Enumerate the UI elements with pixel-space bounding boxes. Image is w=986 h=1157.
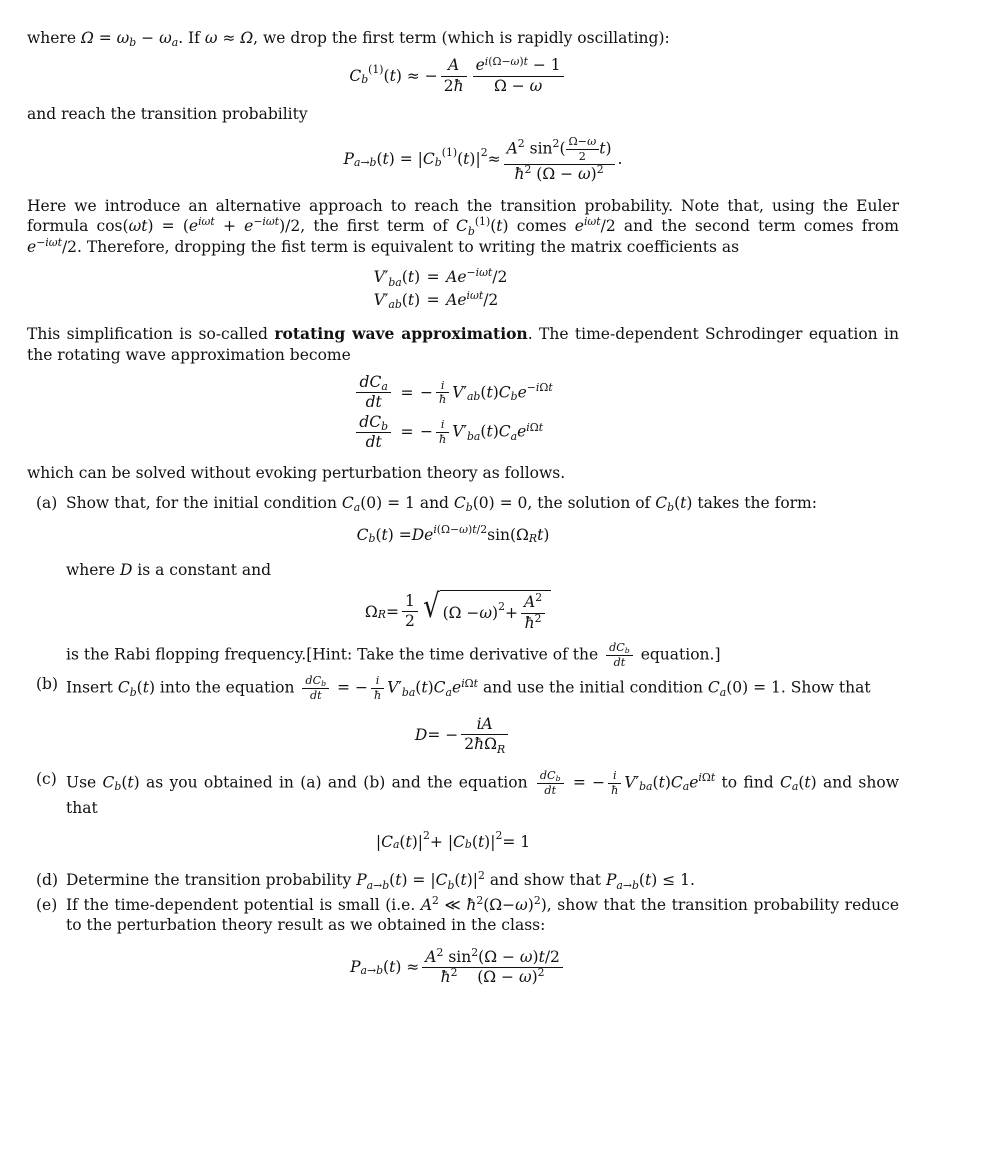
item-a-text-1: Show that, for the initial condition — [66, 494, 342, 513]
item-c-text-4: and show that — [66, 773, 899, 817]
item-a-text-3: , the solution of — [527, 494, 656, 513]
item-a-text-4: takes the form: — [692, 494, 817, 513]
item-e-text-1: If the time-dependent potential is small (i.e. — [66, 895, 421, 914]
item-e: (e) If the time-dependent potential is small (i.e. $A^2$ ≪ $ħ^2(\Omega-\omega)^2$), show that the transition probability reduce to the perturbation theory result as we obtained in the class: — [27, 895, 899, 936]
item-a-where: where D is a constant and — [66, 560, 272, 579]
item-b-text-2: into the equation — [155, 678, 300, 697]
item-e-label: (e) — [36, 895, 58, 914]
equation-d-constant: D = − $\frac{iA}{2ħ\Omega_R}$ — [27, 715, 899, 755]
item-c-label: (c) — [36, 769, 57, 788]
item-d-text-1: Determine the transition probability — [66, 871, 357, 890]
item-a-text-2: and — [414, 494, 454, 513]
document-page — [27, 28, 899, 988]
rwa-term: rotating wave approximation — [274, 324, 528, 344]
equation-cb-solution: C $_b$ ( t ) = De $^{i (\Omega-\omega )t /2}$ sin(Ω $_R$ t ) — [356, 522, 550, 545]
item-b-text-4: . Show that — [780, 678, 871, 697]
item-a-rabi-text-2: equation.] — [635, 645, 721, 664]
equation-perturbation-result: P $_{a \to b}$ ( t ) ≈ $\frac{A^2 \sin^2(\Omega - \omega)t/2}{ħ^2 (\Omega - \omega)^2}$ — [17, 948, 899, 988]
intro-text-3: , we drop the first term (which is rapidly oscillating): — [253, 29, 670, 47]
item-d-text-2: and show that — [484, 871, 606, 890]
para-rwa-text-b: . The time-dependent Schrodinger equation in the rotating wave approximation become — [27, 325, 899, 364]
equation-matrix-coefficients: $V'_{ba}(t)$ = $Ae^{-i\omega t}/2$ $V'_{ab}(t)$ = $Ae^{i\omega t}/2$ — [373, 266, 508, 311]
item-e-text-2: ), show that the transition probability reduce to the perturbation theory result as we obtained in the class: — [66, 895, 899, 935]
intro-text-1: where — [27, 29, 81, 47]
equation-rabi-frequency: Ω $_R$ = $\frac{1}{2}$ √ (Ω − ω ) $^2$ + $\frac{A^2}{ħ^2}$ — [17, 590, 899, 633]
intro-text-2: . If — [178, 29, 205, 47]
text-solved: which can be solved without evoking perturbation theory as follows. — [27, 463, 566, 482]
text-reach: and reach the transition probability — [27, 105, 308, 124]
item-c-text-2: as you obtained in (a) and (b) and the equation — [139, 773, 534, 792]
item-b-text-1: Insert — [66, 678, 118, 697]
para-alt-text-c: comes — [508, 217, 575, 236]
item-a-where-text-2: is a constant and — [132, 560, 272, 579]
para-alt-text-e: . Therefore, dropping the fist term is equivalent to writing the matrix coefficients as — [77, 237, 740, 256]
item-b-text-3: and use the initial condition — [478, 678, 708, 697]
item-a-rabi: is the Rabi flopping frequency.[Hint: Take the time derivative of the $\frac{dC_b}{dt}$ equation.] — [66, 641, 721, 670]
paragraph-alternative-approach: Here we introduce an alternative approach to reach the transition probability. Note that, using the Euler formula $\cos(\omega t) = (e^{i\omega t} + e^{-i\omega t})/2$, the first term of $C_b^{(1)}(t)$ comes $e^{i\omega t}/2$ and the second term comes from $e^{-i\omega t}/2$. Therefore, dropping the fist term is equivalent to writing the matrix coefficients as — [27, 196, 899, 256]
item-c: (c) Use $C_b(t)$ as you obtained in (a) and (b) and the equation $\frac{dC_b}{dt}$ = − $\frac{i}{ħ}$ $V'_{ba}(t)C_ae^{i\Omega t}$ to find $C_a(t)$ and show that — [27, 769, 899, 818]
item-a: (a) Show that, for the initial condition $C_a(0) = 1$ and $C_b(0) = 0$, the solution of $C_b(t)$ takes the form: — [27, 493, 899, 513]
paragraph-rwa — [27, 324, 899, 365]
intro-line: where $\Omega = \omega_b - \omega_a$. If ω ≈ Ω, we drop the first term (which is rapidly oscillating): — [27, 29, 670, 50]
item-a-where-text: where — [66, 560, 120, 579]
item-d-label: (d) — [36, 871, 59, 890]
item-b-label: (b) — [36, 675, 59, 694]
para-rwa-text-a: This simplification is so-called — [27, 325, 275, 344]
item-b: (b) Insert $C_b(t)$ into the equation $\frac{dC_b}{dt}$ = − $\frac{i}{ħ}$ $V'_{ba}(t)C_ae^{i\Omega t}$ and use the initial condition $C_a(0) = 1$. Show that — [27, 674, 899, 703]
para-alt-text-a: Here we introduce an alternative approach to reach the transition probability. Note that, using the Euler formula — [27, 196, 899, 236]
item-a-rabi-text: is the Rabi flopping frequency.[Hint: Take the time derivative of the — [66, 645, 604, 664]
para-alt-text-b: , the first term of — [300, 217, 456, 236]
equation-cb1: C $_b$ $^{(1)}$ ( t ) ≈ − $\frac{A}{2ħ}$ $\frac{e^{i(\Omega-\omega)t} - 1}{\Omega - \omega}$ — [17, 56, 899, 96]
item-d: (d) Determine the transition probability $P_{a\to b}(t) = |C_b(t)|^2$ and show that $P_{a\to b}(t) \le 1$. — [27, 870, 899, 890]
item-c-text-3: to find — [715, 773, 780, 792]
equation-rwa-system: $\frac{dC_a}{dt}$ = − $\frac{i}{ħ}$ $V'_{ab}(t)C_be^{-i\Omega t}$ $\frac{dC_b}{dt}$ = − $\frac{i}{ħ}$ $V'_{ba}(t)C_ae^{i\Omega t}$ — [7, 373, 899, 453]
item-c-text-1: Use — [66, 773, 103, 792]
equation-transition-probability: P $_{a \to b}$ ( t ) = | C $_b$ $^{(1)}$ ( t )| $^2$ ≈ $A^2$ $\sin^2$( $\frac{\Omega-\omega}{2}$ t) $ħ^2$ $(\Omega - \omega)^2$ . — [343, 134, 623, 183]
equation-normalization: | C $_a$ ( t )| $^2$ + | C $_b$ ( t )| $^2$ = 1 — [375, 829, 531, 852]
para-alt-text-d: and the second term comes from — [615, 217, 899, 236]
item-a-label: (a) — [36, 494, 58, 513]
